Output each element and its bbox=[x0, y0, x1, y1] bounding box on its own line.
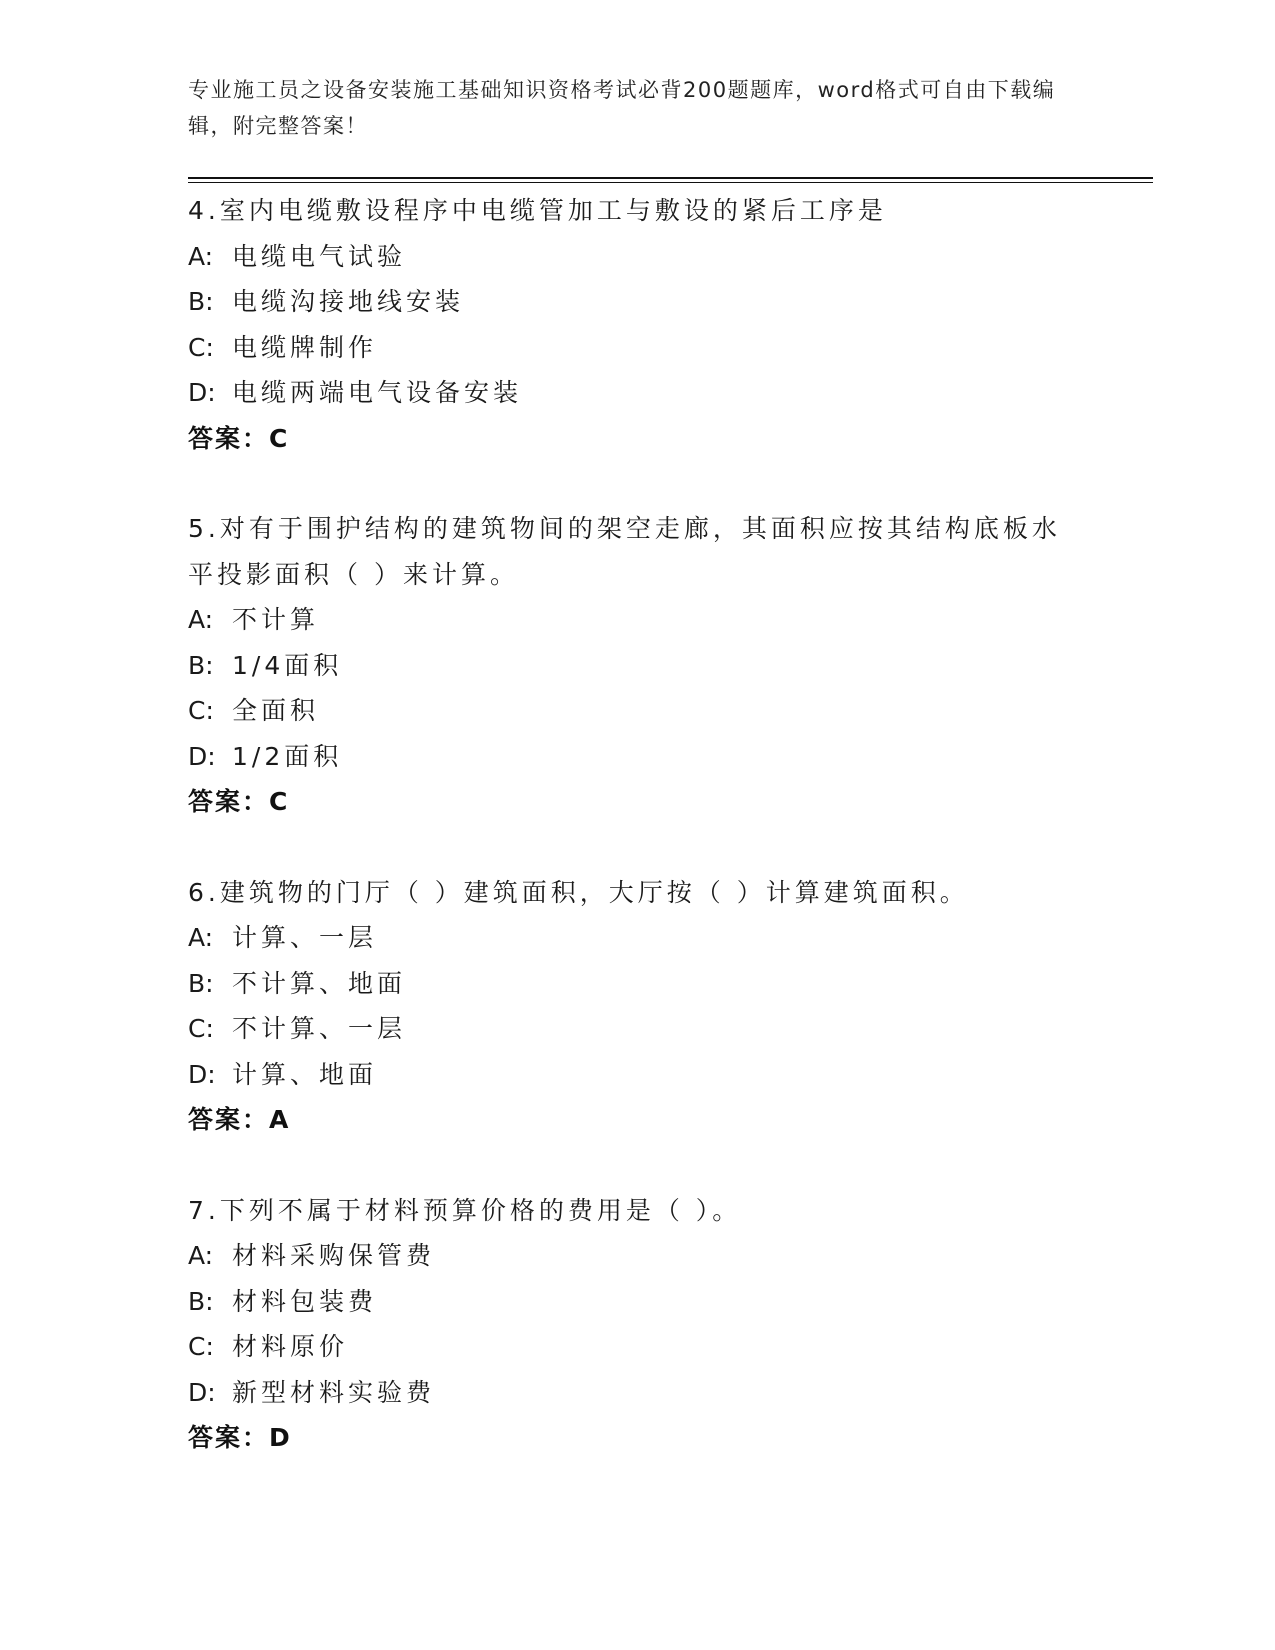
answer-label: 答案： bbox=[188, 1423, 270, 1452]
option-b bbox=[188, 1279, 1088, 1325]
option-text: 不计算 bbox=[232, 605, 320, 634]
option-a bbox=[188, 1233, 1088, 1279]
question-5 bbox=[188, 506, 1088, 825]
option-text: 电缆两端电气设备安装 bbox=[232, 378, 523, 407]
answer-value: A bbox=[269, 1105, 290, 1134]
question-stem: 5.对有于围护结构的建筑物间的架空走廊，其面积应按其结构底板水平投影面积（ ）来计算。 bbox=[188, 514, 1061, 589]
answer-label: 答案： bbox=[188, 787, 270, 816]
option-c bbox=[188, 1324, 1088, 1370]
answer-line bbox=[188, 1415, 1088, 1461]
option-c bbox=[188, 1006, 1088, 1052]
option-letter: B: bbox=[188, 650, 214, 680]
option-text: 1/4面积 bbox=[232, 650, 343, 680]
answer-line bbox=[188, 779, 1088, 825]
option-letter: B: bbox=[188, 1286, 214, 1316]
header-divider-thick bbox=[188, 177, 1153, 179]
option-letter: D: bbox=[188, 378, 216, 407]
answer-label: 答案： bbox=[188, 1105, 270, 1134]
option-c bbox=[188, 325, 1088, 371]
option-letter: C: bbox=[188, 1014, 214, 1043]
document-header bbox=[188, 72, 1078, 144]
option-b bbox=[188, 643, 1088, 689]
option-d bbox=[188, 734, 1088, 780]
option-b bbox=[188, 961, 1088, 1007]
option-letter: A: bbox=[188, 605, 214, 634]
option-text: 材料包装费 bbox=[232, 1286, 378, 1316]
option-letter: D: bbox=[188, 1059, 216, 1089]
option-letter: C: bbox=[188, 332, 214, 362]
question-7 bbox=[188, 1188, 1088, 1461]
option-text: 电缆沟接地线安装 bbox=[232, 287, 465, 316]
option-c bbox=[188, 688, 1088, 734]
option-letter: C: bbox=[188, 696, 214, 725]
answer-line bbox=[188, 416, 1088, 462]
option-a bbox=[188, 234, 1088, 280]
option-d bbox=[188, 1052, 1088, 1098]
question-stem: 4.室内电缆敷设程序中电缆管加工与敷设的紧后工序是 bbox=[188, 196, 887, 225]
option-letter: A: bbox=[188, 241, 214, 271]
header-divider-thin bbox=[188, 182, 1153, 183]
header-title: 专业施工员之设备安装施工基础知识资格考试必背200题题库，word格式可自由下载编辑，附完整答案！ bbox=[188, 78, 1056, 138]
option-text: 电缆电气试验 bbox=[232, 241, 407, 271]
option-letter: A: bbox=[188, 923, 214, 952]
answer-value: C bbox=[269, 787, 289, 816]
option-letter: D: bbox=[188, 741, 216, 771]
option-letter: B: bbox=[188, 968, 214, 998]
question-stem: 6.建筑物的门厅（ ）建筑面积，大厅按（ ）计算建筑面积。 bbox=[188, 877, 969, 907]
question-4 bbox=[188, 188, 1088, 461]
option-letter: D: bbox=[188, 1377, 216, 1407]
option-d bbox=[188, 370, 1088, 416]
option-text: 材料原价 bbox=[232, 1332, 349, 1361]
option-text: 电缆牌制作 bbox=[232, 332, 378, 362]
question-6 bbox=[188, 870, 1088, 1143]
option-a bbox=[188, 597, 1088, 643]
option-b bbox=[188, 279, 1088, 325]
option-text: 材料采购保管费 bbox=[232, 1241, 436, 1270]
option-text: 计算、一层 bbox=[232, 923, 378, 952]
option-text: 不计算、地面 bbox=[232, 968, 407, 998]
question-stem: 7.下列不属于材料预算价格的费用是（ ）。 bbox=[188, 1195, 742, 1225]
answer-line bbox=[188, 1097, 1088, 1143]
option-d bbox=[188, 1370, 1088, 1416]
option-text: 计算、地面 bbox=[232, 1059, 378, 1089]
answer-value: D bbox=[269, 1423, 291, 1452]
option-letter: C: bbox=[188, 1332, 214, 1361]
option-text: 新型材料实验费 bbox=[232, 1377, 436, 1407]
question-list bbox=[188, 188, 1088, 1506]
option-text: 全面积 bbox=[232, 696, 320, 725]
answer-value: C bbox=[269, 423, 289, 453]
option-letter: A: bbox=[188, 1241, 214, 1270]
option-text: 1/2面积 bbox=[232, 741, 343, 771]
option-letter: B: bbox=[188, 287, 214, 316]
answer-label: 答案： bbox=[188, 423, 270, 453]
option-text: 不计算、一层 bbox=[232, 1014, 407, 1043]
option-a bbox=[188, 915, 1088, 961]
